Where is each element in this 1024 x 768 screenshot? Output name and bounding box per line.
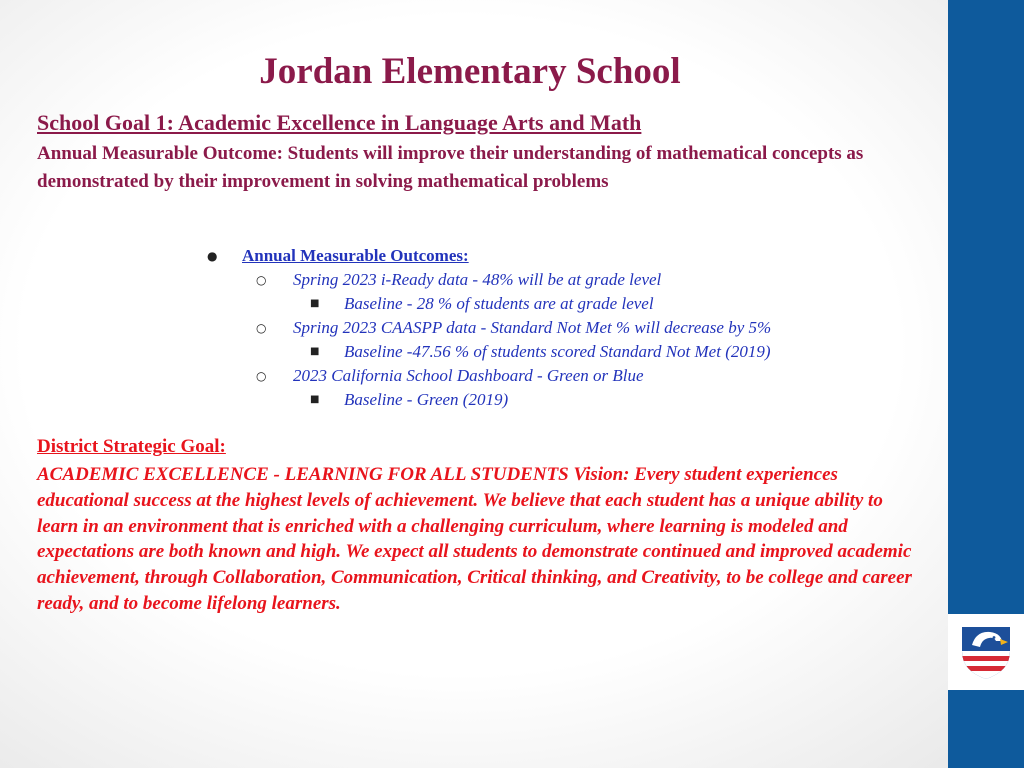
school-goal-heading: School Goal 1: Academic Excellence in Language Arts and Math bbox=[37, 110, 642, 135]
outcome-item: Spring 2023 i-Ready data - 48% will be at grade level bbox=[293, 270, 662, 289]
annual-measurable-outcome-text: Annual Measurable Outcome: Students will improve their understanding of mathematical concepts as demonstrated by their improvement in solving mathematical problems bbox=[37, 143, 864, 192]
circle-bullet-icon: ○ bbox=[256, 321, 267, 335]
outcome-baseline: Baseline - 28 % of students are at grade level bbox=[344, 294, 654, 313]
disc-bullet-icon: ● bbox=[207, 249, 218, 263]
logo-panel bbox=[948, 614, 1024, 690]
eagle-shield-logo-icon bbox=[956, 621, 1016, 683]
square-bullet-icon: ■ bbox=[310, 346, 320, 357]
district-goal-heading: District Strategic Goal: bbox=[37, 436, 226, 457]
outcome-baseline: Baseline - Green (2019) bbox=[344, 390, 509, 409]
outcome-baseline: Baseline -47.56 % of students scored Standard Not Met (2019) bbox=[344, 342, 771, 361]
circle-bullet-icon: ○ bbox=[256, 273, 267, 287]
circle-bullet-icon: ○ bbox=[256, 369, 267, 383]
square-bullet-icon: ■ bbox=[310, 394, 320, 405]
outcome-item: Spring 2023 CAASPP data - Standard Not Met % will decrease by 5% bbox=[293, 318, 772, 337]
district-goal-text: ACADEMIC EXCELLENCE - LEARNING FOR ALL STUDENTS Vision: Every student experiences educational success at the highest levels of achievement. We believe that each student has a unique ability to learn in an environment that is enriched with a challenging curriculum, where learning is modeled and expectations are both known and high. We expect all students to demonstrate continued and improved academic achievement, through Collaboration, Communication, Critical thinking, and Creativity, to be college and career ready, and to become lifelong learners. bbox=[37, 464, 912, 614]
outcomes-heading: Annual Measurable Outcomes: bbox=[242, 246, 469, 265]
outcome-item: 2023 California School Dashboard - Green or Blue bbox=[293, 366, 644, 385]
page-title: Jordan Elementary School bbox=[259, 51, 681, 92]
square-bullet-icon: ■ bbox=[310, 298, 320, 309]
